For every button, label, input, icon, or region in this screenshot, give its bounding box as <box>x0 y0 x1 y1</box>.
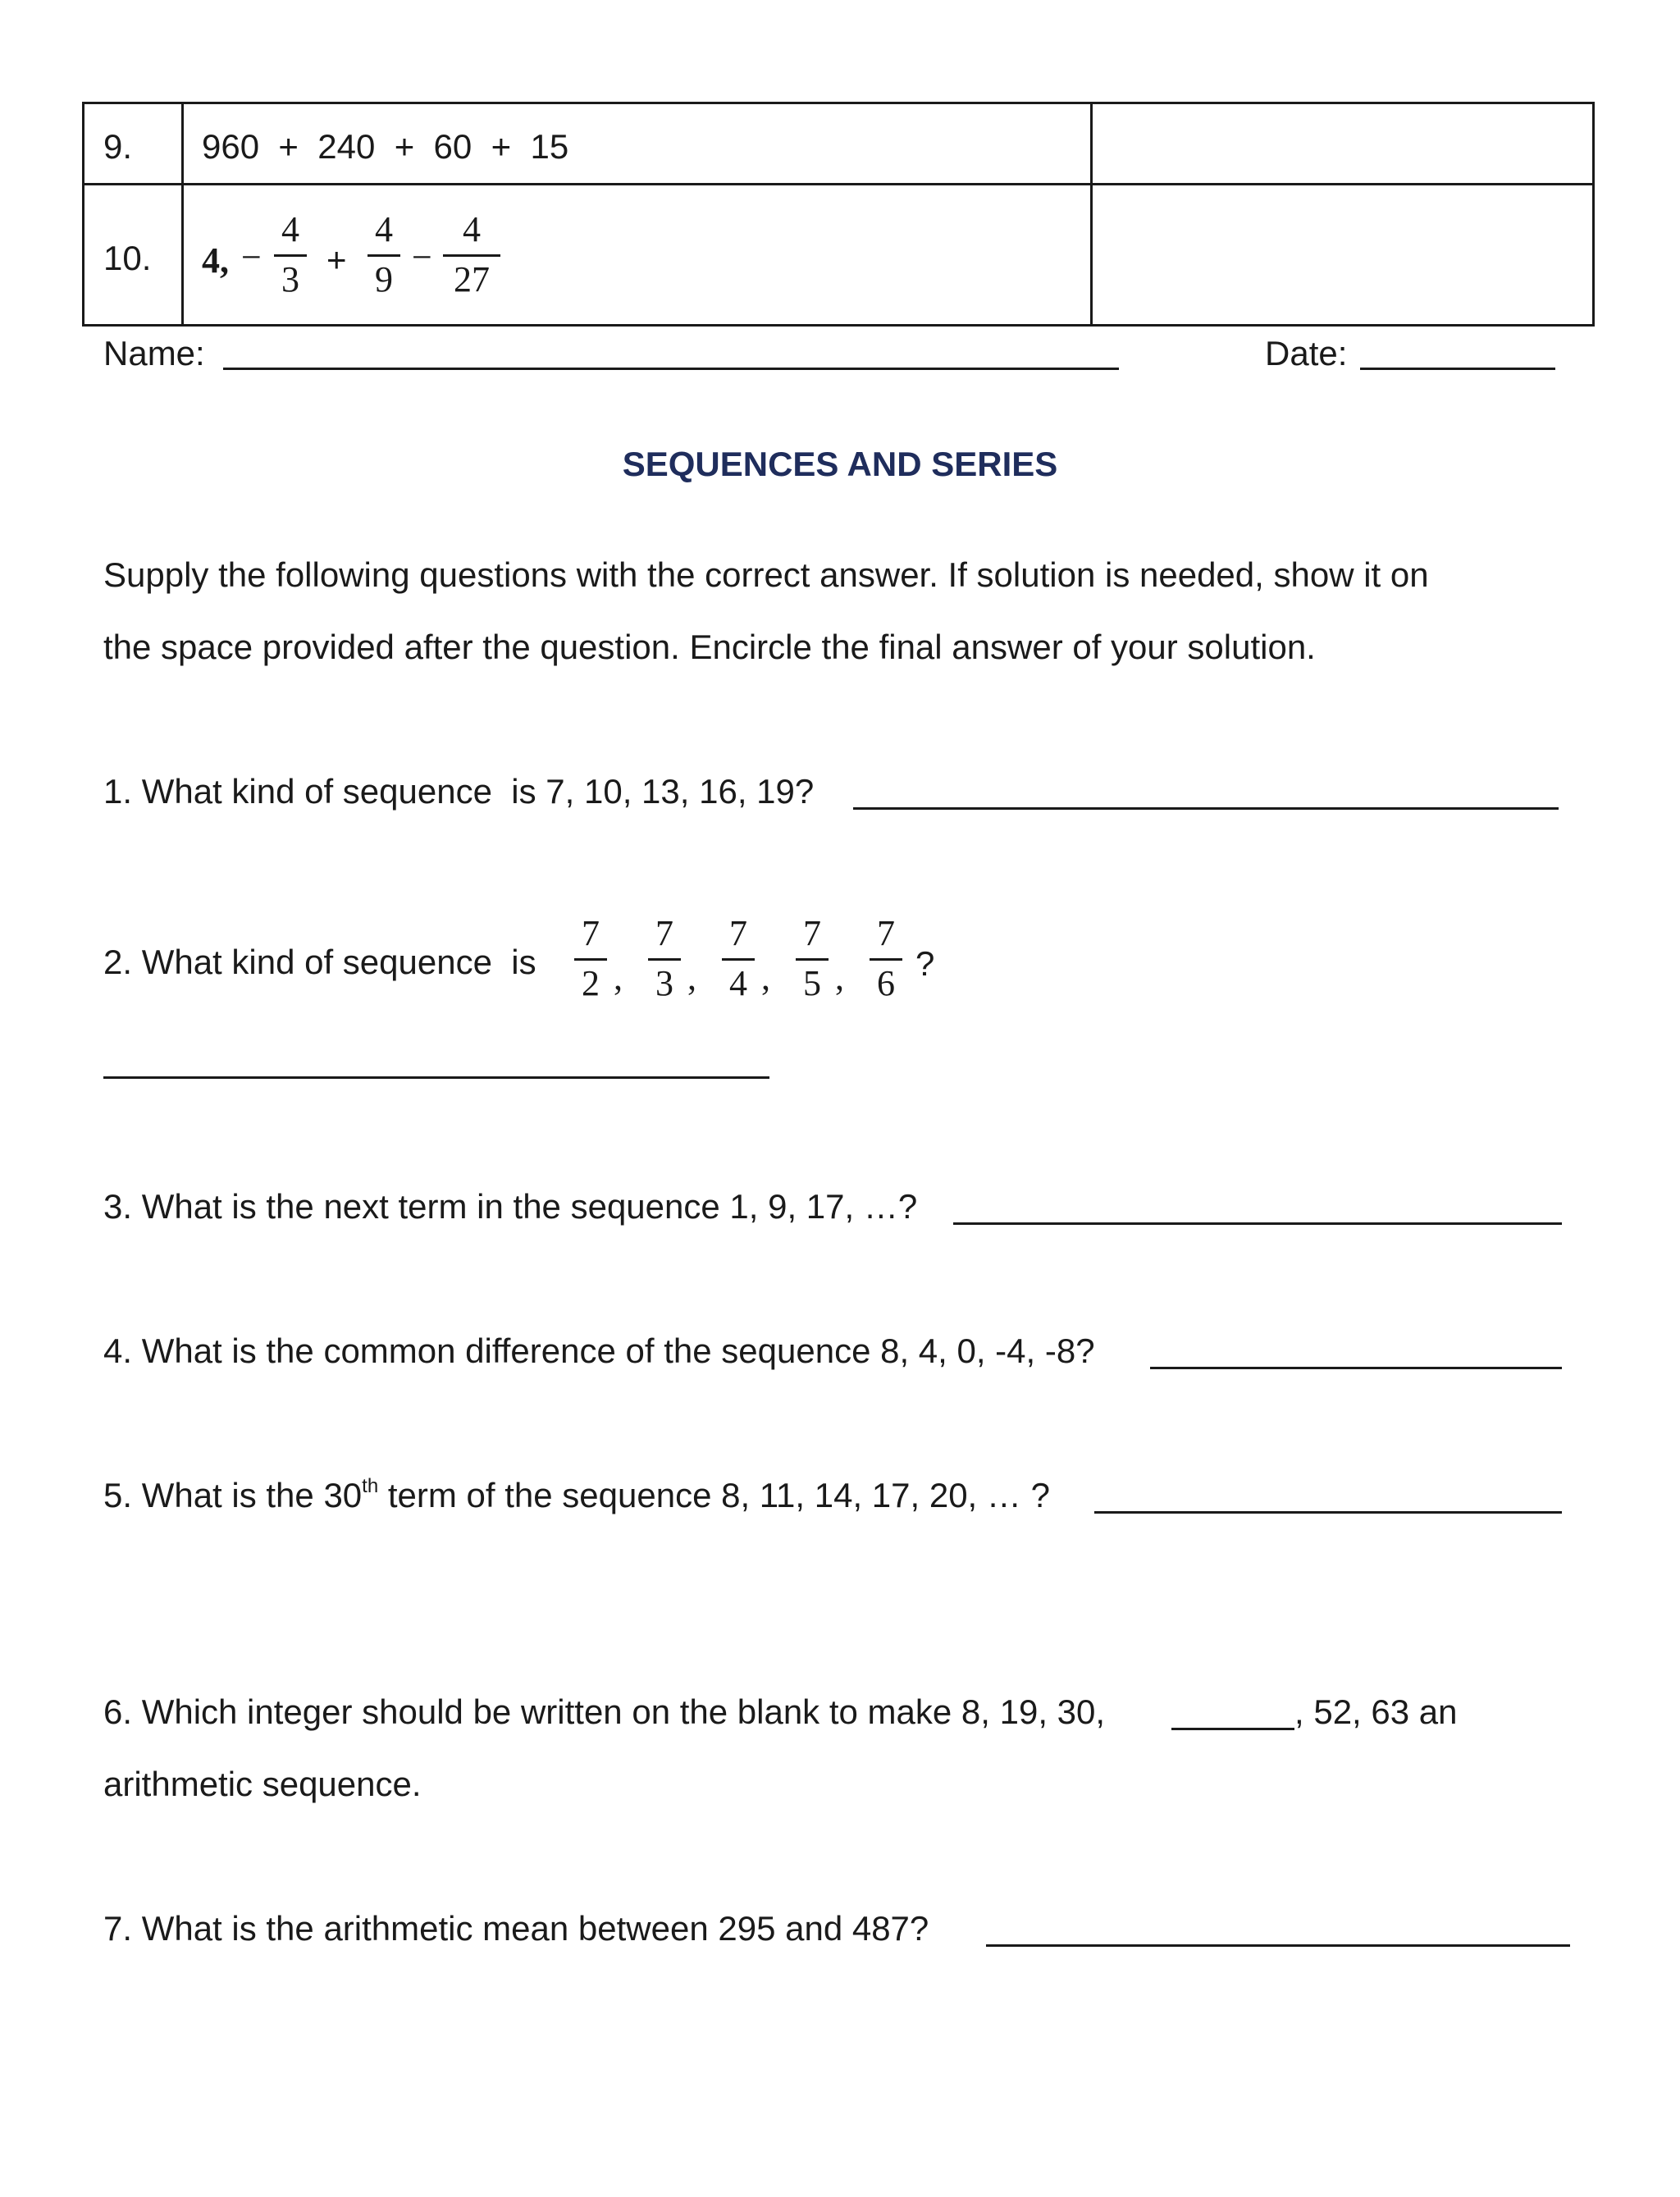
comma: , <box>761 957 770 998</box>
denominator: 3 <box>281 259 299 299</box>
denominator: 4 <box>729 963 747 1003</box>
answer-line-1[interactable] <box>853 807 1559 810</box>
question-1: 1. What kind of sequence is 7, 10, 13, 16, 19? <box>103 772 815 811</box>
question-2: 2. What kind of sequence is <box>103 943 536 981</box>
fraction-bar <box>870 958 902 961</box>
row-9-answer-cell[interactable] <box>1093 107 1590 180</box>
numerator: 7 <box>655 913 673 953</box>
question-5-end: term of the sequence 8, 11, 14, 17, 20, … ? <box>378 1476 1050 1514</box>
row-10-number: 10. <box>103 239 152 277</box>
table-divider <box>181 104 184 324</box>
fraction <box>722 913 755 1003</box>
instructions-line-2: the space provided after the question. Encircle the final answer of your solution. <box>103 628 1316 666</box>
denominator: 27 <box>454 259 490 299</box>
question-5-start: 5. What is the 30 <box>103 1476 363 1514</box>
fraction <box>274 209 307 299</box>
page-title: SEQUENCES AND SERIES <box>622 445 1058 483</box>
denominator: 2 <box>582 963 600 1003</box>
numerator: 4 <box>375 209 393 249</box>
fraction-bar <box>574 958 607 961</box>
row-10-lead: 4, <box>202 240 229 281</box>
question-6-continued: , 52, 63 an <box>1294 1692 1458 1731</box>
row-10-minus: − <box>241 237 262 277</box>
fraction <box>870 913 902 1003</box>
ordinal-suffix: th <box>362 1475 379 1497</box>
comma: , <box>687 957 696 998</box>
numerator: 7 <box>729 913 747 953</box>
comma: , <box>614 957 623 998</box>
numerator: 7 <box>803 913 821 953</box>
fraction-bar <box>722 958 755 961</box>
numerator: 7 <box>877 913 895 953</box>
denominator: 9 <box>375 259 393 299</box>
row-10-plus: + <box>326 240 347 279</box>
denominator: 6 <box>877 963 895 1003</box>
comma: , <box>835 957 844 998</box>
name-field[interactable] <box>223 368 1119 370</box>
denominator: 5 <box>803 963 821 1003</box>
question-mark: ? <box>915 944 935 983</box>
answer-line-7[interactable] <box>986 1944 1570 1947</box>
question-5 <box>103 1475 1050 1514</box>
answer-line-4[interactable] <box>1150 1367 1562 1369</box>
instructions-line-1: Supply the following questions with the correct answer. If solution is needed, show it on <box>103 555 1429 594</box>
fraction-bar <box>443 254 500 257</box>
numerator: 7 <box>582 913 600 953</box>
denominator: 3 <box>655 963 673 1003</box>
row-9-number: 9. <box>103 127 133 166</box>
date-field[interactable] <box>1360 368 1555 370</box>
question-6: 6. Which integer should be written on the blank to make 8, 19, 30, <box>103 1692 1106 1731</box>
row-10-answer-cell[interactable] <box>1093 187 1590 322</box>
fraction-bar <box>274 254 307 257</box>
fraction <box>368 209 400 299</box>
question-7: 7. What is the arithmetic mean between 295 and 487? <box>103 1909 929 1948</box>
fraction-bar <box>796 958 829 961</box>
row-9-expression: 960 + 240 + 60 + 15 <box>202 127 569 166</box>
numerator: 4 <box>463 209 481 249</box>
fraction-bar <box>368 254 400 257</box>
fraction-bar <box>648 958 681 961</box>
table-row-divider <box>84 183 1592 185</box>
numerator: 4 <box>281 209 299 249</box>
fraction <box>648 913 681 1003</box>
date-label: Date: <box>1265 334 1348 372</box>
question-4: 4. What is the common difference of the sequence 8, 4, 0, -4, -8? <box>103 1331 1095 1370</box>
question-3: 3. What is the next term in the sequence 1, 9, 17, …? <box>103 1187 918 1226</box>
question-6-line-2: arithmetic sequence. <box>103 1765 422 1803</box>
name-label: Name: <box>103 334 205 372</box>
answer-blank-6[interactable] <box>1171 1728 1294 1730</box>
answer-line-3[interactable] <box>953 1222 1562 1225</box>
answer-line-5[interactable] <box>1094 1511 1562 1514</box>
answer-line-2[interactable] <box>103 1076 769 1079</box>
row-10-minus: − <box>412 237 432 277</box>
fraction <box>796 913 829 1003</box>
fraction <box>443 209 500 299</box>
fraction <box>574 913 607 1003</box>
